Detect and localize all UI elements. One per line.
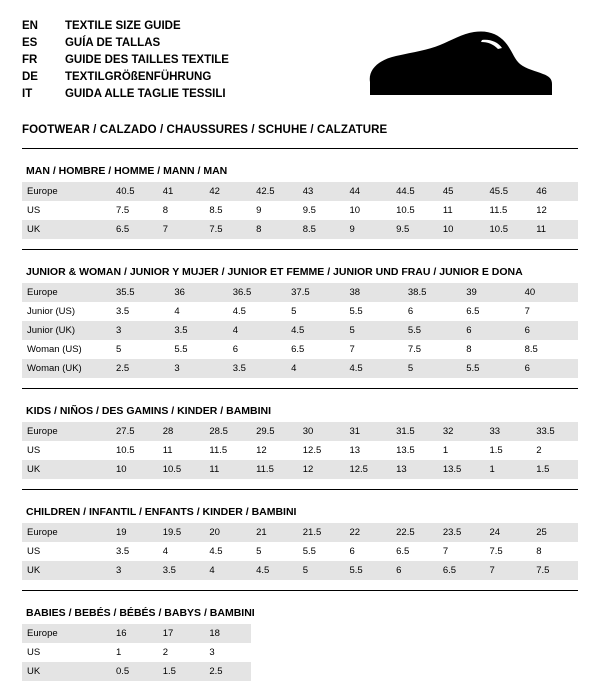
- cell-empty: [438, 662, 485, 681]
- cell: 4: [204, 561, 251, 580]
- cell: 5: [111, 340, 169, 359]
- cell: 10: [438, 220, 485, 239]
- cell: 2.5: [204, 662, 251, 681]
- cell: 6.5: [438, 561, 485, 580]
- table-row: [22, 201, 578, 220]
- cell: 3: [111, 561, 158, 580]
- table-row: [22, 624, 578, 643]
- row-label: Europe: [22, 624, 111, 643]
- cell: 7: [485, 561, 532, 580]
- cell: 12: [298, 460, 345, 479]
- cell: 31: [344, 422, 391, 441]
- row-label: Junior (US): [22, 302, 111, 321]
- cell: 7: [438, 542, 485, 561]
- cell: 7.5: [111, 201, 158, 220]
- table-row: [22, 523, 578, 542]
- cell: 28: [158, 422, 205, 441]
- language-title: GUIDA ALLE TAGLIE TESSILI: [64, 88, 226, 100]
- cell: 44: [344, 182, 391, 201]
- table-row: [22, 182, 578, 201]
- cell: 2: [158, 643, 205, 662]
- cell: 3.5: [228, 359, 286, 378]
- cell: 30: [298, 422, 345, 441]
- cell: 4: [158, 542, 205, 561]
- cell: 4: [169, 302, 227, 321]
- cell: 10: [111, 460, 158, 479]
- cell-empty: [391, 624, 438, 643]
- cell: 22: [344, 523, 391, 542]
- cell-empty: [531, 643, 578, 662]
- cell: 24: [485, 523, 532, 542]
- row-label: UK: [22, 220, 111, 239]
- cell: 1: [111, 643, 158, 662]
- cell: 6: [403, 302, 461, 321]
- row-label: Europe: [22, 182, 111, 201]
- cell: 10: [344, 201, 391, 220]
- language-code: EN: [22, 20, 38, 32]
- cell-empty: [531, 624, 578, 643]
- language-row: [22, 86, 229, 103]
- cell-empty: [298, 643, 345, 662]
- row-label: UK: [22, 561, 111, 580]
- cell: 6.5: [461, 302, 519, 321]
- group-junior-woman: [22, 266, 578, 389]
- cell: 45.5: [485, 182, 532, 201]
- language-row: [22, 52, 229, 69]
- cell: 8: [461, 340, 519, 359]
- cell: 5.5: [461, 359, 519, 378]
- cell: 4.5: [286, 321, 344, 340]
- cell: 43: [298, 182, 345, 201]
- row-label: Woman (UK): [22, 359, 111, 378]
- cell-empty: [438, 624, 485, 643]
- cell: 6.5: [111, 220, 158, 239]
- cell: 38.5: [403, 283, 461, 302]
- cell: 10.5: [485, 220, 532, 239]
- cell: 1.5: [158, 662, 205, 681]
- cell-empty: [485, 662, 532, 681]
- row-label: UK: [22, 662, 111, 681]
- cell: 7: [520, 302, 578, 321]
- cell: 10.5: [158, 460, 205, 479]
- cell: 11: [531, 220, 578, 239]
- cell-empty: [344, 643, 391, 662]
- cell: 5: [286, 302, 344, 321]
- size-table-babies: [22, 624, 578, 681]
- cell: 13: [344, 441, 391, 460]
- cell-empty: [298, 662, 345, 681]
- cell-empty: [485, 624, 532, 643]
- cell: 31.5: [391, 422, 438, 441]
- cell: 19.5: [158, 523, 205, 542]
- cell: 27.5: [111, 422, 158, 441]
- cell: 35.5: [111, 283, 169, 302]
- cell: 36: [169, 283, 227, 302]
- cell: 46: [531, 182, 578, 201]
- cell: 12: [251, 441, 298, 460]
- language-row: [22, 69, 229, 86]
- cell: 4.5: [251, 561, 298, 580]
- cell: 10.5: [111, 441, 158, 460]
- cell: 13: [391, 460, 438, 479]
- cell-empty: [391, 662, 438, 681]
- language-title-list: [22, 18, 229, 103]
- row-label: US: [22, 643, 111, 662]
- cell-empty: [298, 624, 345, 643]
- header-divider: [22, 148, 578, 149]
- cell: 3: [169, 359, 227, 378]
- cell: 9: [344, 220, 391, 239]
- cell: 20: [204, 523, 251, 542]
- language-code: FR: [22, 54, 38, 66]
- cell: 45: [438, 182, 485, 201]
- language-row: [22, 35, 229, 52]
- language-title: TEXTILGRÖßENFÜHRUNG: [64, 71, 212, 83]
- cell-empty: [485, 643, 532, 662]
- cell: 5.5: [403, 321, 461, 340]
- cell: 1.5: [531, 460, 578, 479]
- cell: 11.5: [204, 441, 251, 460]
- cell: 42.5: [251, 182, 298, 201]
- cell: 5.5: [345, 302, 403, 321]
- cell: 22.5: [391, 523, 438, 542]
- cell: 5.5: [298, 542, 345, 561]
- table-row: [22, 302, 578, 321]
- cell: 10.5: [391, 201, 438, 220]
- group-babies: [22, 607, 578, 681]
- cell: 1: [485, 460, 532, 479]
- cell: 5: [251, 542, 298, 561]
- cell: 44.5: [391, 182, 438, 201]
- cell: 3: [111, 321, 169, 340]
- cell: 3.5: [158, 561, 205, 580]
- table-row: [22, 542, 578, 561]
- language-code: DE: [22, 71, 38, 83]
- cell: 4.5: [204, 542, 251, 561]
- table-row: [22, 441, 578, 460]
- cell: 2: [531, 441, 578, 460]
- language-title: GUÍA DE TALLAS: [64, 37, 161, 49]
- language-title: GUIDE DES TAILLES TEXTILE: [64, 54, 229, 66]
- cell-empty: [344, 624, 391, 643]
- dress-shoe-icon: [362, 26, 552, 106]
- table-row: [22, 662, 578, 681]
- cell: 18: [204, 624, 251, 643]
- cell: 3.5: [169, 321, 227, 340]
- group-title: KIDS / NIÑOS / DES GAMINS / KINDER / BAMBINI: [26, 405, 272, 417]
- cell: 42: [204, 182, 251, 201]
- cell: 3.5: [111, 542, 158, 561]
- language-title: TEXTILE SIZE GUIDE: [64, 20, 181, 32]
- cell: 32: [438, 422, 485, 441]
- cell: 25: [531, 523, 578, 542]
- cell: 5.5: [169, 340, 227, 359]
- group-title: BABIES / BEBÉS / BÉBÉS / BABYS / BAMBINI: [26, 607, 255, 619]
- table-row: [22, 340, 578, 359]
- cell: 9.5: [298, 201, 345, 220]
- cell: 19: [111, 523, 158, 542]
- cell: 11: [204, 460, 251, 479]
- table-row: [22, 220, 578, 239]
- group-divider: [22, 388, 578, 389]
- table-row: [22, 422, 578, 441]
- cell: 4.5: [345, 359, 403, 378]
- row-label: Woman (US): [22, 340, 111, 359]
- table-row: [22, 321, 578, 340]
- cell-empty: [251, 662, 298, 681]
- group-title: CHILDREN / INFANTIL / ENFANTS / KINDER / BAMBINI: [26, 506, 297, 518]
- cell: 21: [251, 523, 298, 542]
- row-label: Europe: [22, 523, 111, 542]
- table-row: [22, 643, 578, 662]
- cell: 8.5: [520, 340, 578, 359]
- group-title: MAN / HOMBRE / HOMME / MANN / MAN: [26, 165, 228, 177]
- cell: 7: [158, 220, 205, 239]
- cell: 11: [438, 201, 485, 220]
- cell-empty: [391, 643, 438, 662]
- group-children: [22, 506, 578, 591]
- cell: 4: [286, 359, 344, 378]
- cell: 41: [158, 182, 205, 201]
- cell: 4: [228, 321, 286, 340]
- cell: 8.5: [204, 201, 251, 220]
- size-table-junior-woman: [22, 283, 578, 378]
- cell-empty: [344, 662, 391, 681]
- table-row: [22, 561, 578, 580]
- cell: 6.5: [391, 542, 438, 561]
- cell: 23.5: [438, 523, 485, 542]
- cell: 17: [158, 624, 205, 643]
- cell: 40.5: [111, 182, 158, 201]
- cell: 21.5: [298, 523, 345, 542]
- cell-empty: [251, 643, 298, 662]
- cell: 13.5: [391, 441, 438, 460]
- group-man: [22, 165, 578, 250]
- group-divider: [22, 249, 578, 250]
- cell: 0.5: [111, 662, 158, 681]
- cell: 6: [461, 321, 519, 340]
- document-header: [22, 18, 578, 106]
- cell: 6: [228, 340, 286, 359]
- cell: 7.5: [531, 561, 578, 580]
- cell: 29.5: [251, 422, 298, 441]
- cell: 40: [520, 283, 578, 302]
- cell: 8: [531, 542, 578, 561]
- cell: 2.5: [111, 359, 169, 378]
- cell: 6: [344, 542, 391, 561]
- cell: 5: [298, 561, 345, 580]
- cell: 6: [520, 359, 578, 378]
- cell: 12: [531, 201, 578, 220]
- cell-empty: [531, 662, 578, 681]
- size-table-children: [22, 523, 578, 580]
- table-row: [22, 460, 578, 479]
- cell: 37.5: [286, 283, 344, 302]
- cell: 1.5: [485, 441, 532, 460]
- cell: 28.5: [204, 422, 251, 441]
- group-title: JUNIOR & WOMAN / JUNIOR Y MUJER / JUNIOR ET FEMME / JUNIOR UND FRAU / JUNIOR E DONA: [26, 266, 523, 278]
- row-label: Europe: [22, 283, 111, 302]
- group-divider: [22, 489, 578, 490]
- cell: 1: [438, 441, 485, 460]
- cell: 7.5: [403, 340, 461, 359]
- cell: 6.5: [286, 340, 344, 359]
- cell: 5: [403, 359, 461, 378]
- cell: 12.5: [298, 441, 345, 460]
- cell: 8.5: [298, 220, 345, 239]
- cell: 7: [345, 340, 403, 359]
- cell: 36.5: [228, 283, 286, 302]
- cell: 8: [158, 201, 205, 220]
- cell: 6: [391, 561, 438, 580]
- row-label: US: [22, 441, 111, 460]
- cell: 9: [251, 201, 298, 220]
- language-code: IT: [22, 88, 33, 100]
- cell-empty: [438, 643, 485, 662]
- cell: 3: [204, 643, 251, 662]
- row-label: Europe: [22, 422, 111, 441]
- language-code: ES: [22, 37, 38, 49]
- cell: 5: [345, 321, 403, 340]
- cell: 7.5: [204, 220, 251, 239]
- cell: 11.5: [485, 201, 532, 220]
- footwear-section-title: FOOTWEAR / CALZADO / CHAUSSURES / SCHUHE / CALZATURE: [22, 124, 388, 136]
- cell: 12.5: [344, 460, 391, 479]
- table-row: [22, 283, 578, 302]
- cell: 5.5: [344, 561, 391, 580]
- row-label: US: [22, 542, 111, 561]
- language-row: [22, 18, 229, 35]
- cell: 4.5: [228, 302, 286, 321]
- cell-empty: [251, 624, 298, 643]
- row-label: US: [22, 201, 111, 220]
- cell: 33.5: [531, 422, 578, 441]
- cell: 7.5: [485, 542, 532, 561]
- cell: 16: [111, 624, 158, 643]
- group-kids: [22, 405, 578, 490]
- size-table-kids: [22, 422, 578, 479]
- row-label: Junior (UK): [22, 321, 111, 340]
- size-table-man: [22, 182, 578, 239]
- cell: 33: [485, 422, 532, 441]
- cell: 11: [158, 441, 205, 460]
- cell: 3.5: [111, 302, 169, 321]
- table-row: [22, 359, 578, 378]
- cell: 6: [520, 321, 578, 340]
- cell: 8: [251, 220, 298, 239]
- cell: 39: [461, 283, 519, 302]
- row-label: UK: [22, 460, 111, 479]
- cell: 11.5: [251, 460, 298, 479]
- cell: 38: [345, 283, 403, 302]
- cell: 13.5: [438, 460, 485, 479]
- cell: 9.5: [391, 220, 438, 239]
- group-divider: [22, 590, 578, 591]
